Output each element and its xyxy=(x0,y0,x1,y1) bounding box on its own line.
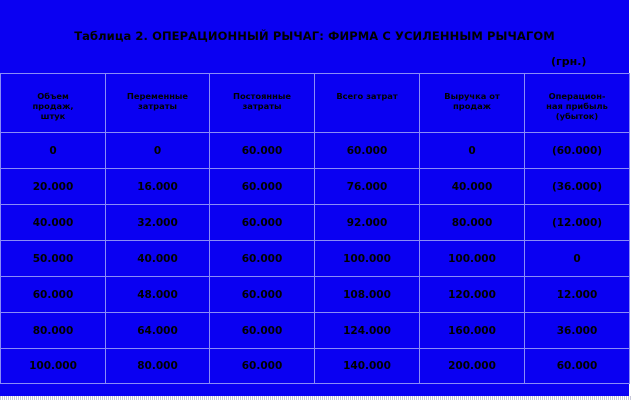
cell-sales-revenue: 40.000 xyxy=(420,169,525,205)
cell-total-costs: 140.000 xyxy=(315,349,420,384)
cell-fixed-costs: 60.000 xyxy=(210,241,315,277)
cell-variable-costs: 0 xyxy=(106,133,210,169)
header-line: Всего затрат xyxy=(336,91,398,101)
cell-fixed-costs: 60.000 xyxy=(210,133,315,169)
cell-operating-profit: 36.000 xyxy=(525,313,630,349)
cell-sales-volume: 60.000 xyxy=(1,277,106,313)
cell-fixed-costs: 60.000 xyxy=(210,349,315,384)
cell-operating-profit: 0 xyxy=(525,241,630,277)
cell-operating-profit: 60.000 xyxy=(525,349,630,384)
header-line: затраты xyxy=(137,101,178,111)
cell-total-costs: 108.000 xyxy=(315,277,420,313)
cell-operating-profit: (60.000) xyxy=(525,133,630,169)
cell-fixed-costs: 60.000 xyxy=(210,169,315,205)
header-operating-profit xyxy=(525,74,630,133)
cell-variable-costs: 16.000 xyxy=(106,169,210,205)
header-sales-revenue xyxy=(420,74,525,133)
header-variable-costs xyxy=(106,74,210,133)
cell-variable-costs: 32.000 xyxy=(106,205,210,241)
header-line: Выручка от xyxy=(444,91,500,101)
cell-sales-volume: 50.000 xyxy=(1,241,106,277)
cell-fixed-costs: 60.000 xyxy=(210,277,315,313)
cell-operating-profit: 12.000 xyxy=(525,277,630,313)
table-row xyxy=(1,133,630,169)
header-line: Объем xyxy=(37,91,69,101)
header-row xyxy=(1,74,630,133)
header-line: штук xyxy=(40,111,66,121)
cell-total-costs: 100.000 xyxy=(315,241,420,277)
table-title: Таблица 2. ОПЕРАЦИОННЫЙ РЫЧАГ: ФИРМА С УСИЛЕННЫМ РЫЧАГОМ xyxy=(74,29,555,43)
header-sales-volume xyxy=(1,74,106,133)
cell-variable-costs: 48.000 xyxy=(106,277,210,313)
cell-total-costs: 76.000 xyxy=(315,169,420,205)
cell-sales-volume: 80.000 xyxy=(1,313,106,349)
header-total-costs xyxy=(315,74,420,133)
cell-sales-revenue: 200.000 xyxy=(420,349,525,384)
header-line: затраты xyxy=(242,101,282,111)
table-row xyxy=(1,313,630,349)
cell-total-costs: 60.000 xyxy=(315,133,420,169)
cell-variable-costs: 80.000 xyxy=(106,349,210,384)
cell-sales-revenue: 80.000 xyxy=(420,205,525,241)
cell-variable-costs: 64.000 xyxy=(106,313,210,349)
header-line: Операцион- xyxy=(548,91,606,101)
operating-leverage-table xyxy=(0,73,630,384)
table-row xyxy=(1,349,630,384)
cell-operating-profit: (36.000) xyxy=(525,169,630,205)
cell-sales-revenue: 0 xyxy=(420,133,525,169)
cell-sales-volume: 0 xyxy=(1,133,106,169)
cell-total-costs: 124.000 xyxy=(315,313,420,349)
cell-sales-volume: 100.000 xyxy=(1,349,106,384)
cell-sales-volume: 20.000 xyxy=(1,169,106,205)
cell-fixed-costs: 60.000 xyxy=(210,313,315,349)
cell-variable-costs: 40.000 xyxy=(106,241,210,277)
header-line: ная прибыль xyxy=(546,101,608,111)
cell-fixed-costs: 60.000 xyxy=(210,205,315,241)
slide-bottom-edge xyxy=(0,396,631,400)
cell-sales-revenue: 100.000 xyxy=(420,241,525,277)
currency-unit: (грн.) xyxy=(551,55,587,68)
cell-sales-revenue: 120.000 xyxy=(420,277,525,313)
header-line: продаж xyxy=(453,101,491,111)
cell-operating-profit: (12.000) xyxy=(525,205,630,241)
table-row xyxy=(1,241,630,277)
cell-total-costs: 92.000 xyxy=(315,205,420,241)
table-row xyxy=(1,277,630,313)
header-fixed-costs xyxy=(210,74,315,133)
table-row xyxy=(1,169,630,205)
header-line: продаж, xyxy=(32,101,74,111)
header-line: Постоянные xyxy=(233,91,291,101)
header-line: Переменные xyxy=(126,91,189,101)
cell-sales-volume: 40.000 xyxy=(1,205,106,241)
header-line: (убыток) xyxy=(555,111,599,121)
table-row xyxy=(1,205,630,241)
cell-sales-revenue: 160.000 xyxy=(420,313,525,349)
